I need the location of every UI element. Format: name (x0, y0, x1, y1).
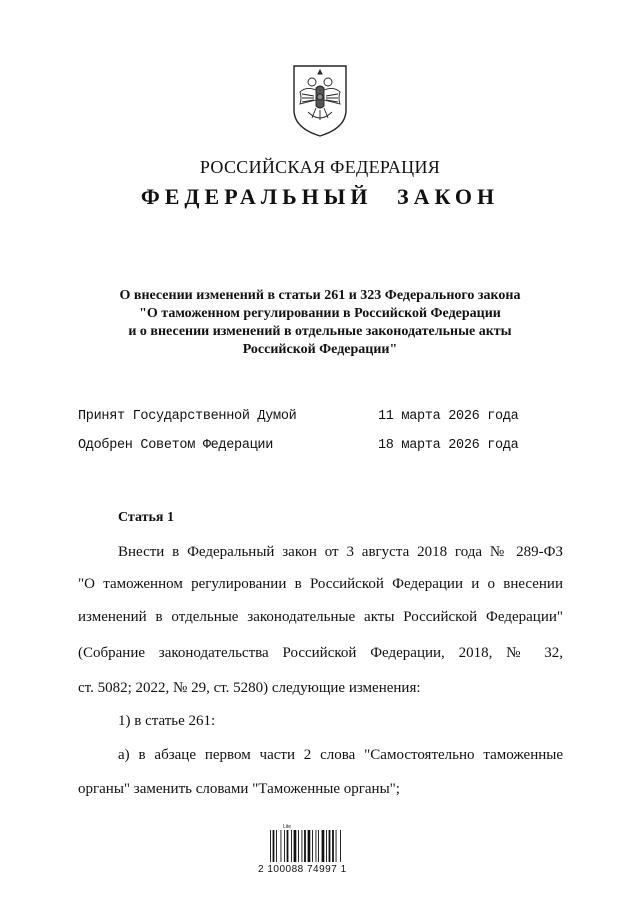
article-line: органы" заменить словами "Таможенные органы"; (78, 781, 400, 797)
barcode-icon (269, 822, 351, 864)
adoption-date-duma: 11 марта 2026 года (378, 409, 519, 424)
article-line: ст. 5082; 2022, № 29, ст. 5280) следующие изменения: (78, 680, 421, 696)
law-subject (60, 287, 580, 359)
barcode-mark: Lite (283, 824, 292, 830)
article-line: а) в абзаце первом части 2 слова "Самостоятельно таможенные (118, 747, 563, 763)
adoption-label-council: Одобрен Советом Федерации (78, 438, 274, 453)
article-line: "О таможенном регулировании в Российской Федерации и о внесении (78, 576, 563, 592)
coat-of-arms-icon (288, 62, 352, 138)
article-line: Внести в Федеральный закон от 3 августа 2018 года № 289-ФЗ (118, 544, 563, 560)
subject-line: О внесении изменений в статьи 261 и 323 Федерального закона (119, 288, 521, 303)
article-line: (Собрание законодательства Российской Федерации, 2018, № 32, (78, 645, 563, 661)
document-type-title: ФЕДЕРАЛЬНЫЙ ЗАКОН (140, 184, 500, 209)
article-title: Статья 1 (118, 510, 174, 525)
article-line: изменений в отдельные законодательные акты Российской Федерации" (78, 609, 563, 625)
article-line: 1) в статье 261: (118, 713, 216, 729)
country-title: РОССИЙСКАЯ ФЕДЕРАЦИЯ (199, 157, 441, 177)
subject-line: "О таможенном регулировании в Российской Федерации (139, 306, 501, 321)
subject-line: и о внесении изменений в отдельные законодательные акты (128, 324, 512, 339)
adoption-label-duma: Принят Государственной Думой (78, 409, 297, 424)
subject-line: Российской Федерации" (242, 342, 398, 357)
barcode-number: 2 100088 74997 1 (258, 864, 347, 875)
adoption-date-council: 18 марта 2026 года (378, 438, 519, 453)
